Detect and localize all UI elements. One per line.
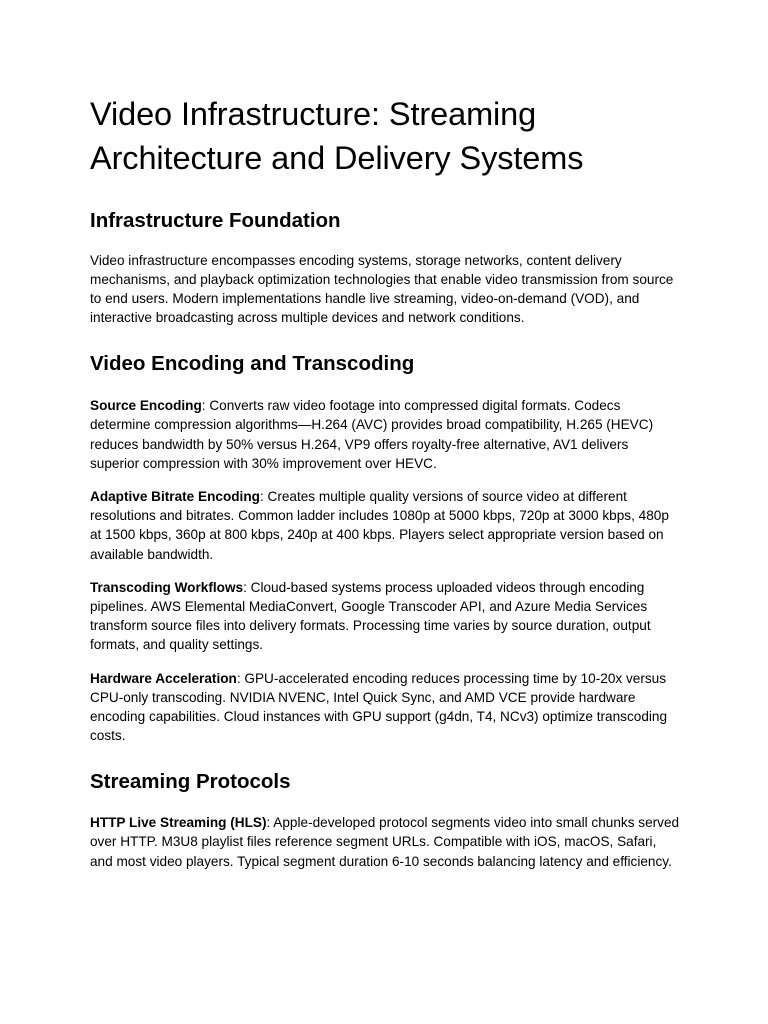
document-page xyxy=(90,92,680,871)
section-heading-streaming-protocols: Streaming Protocols xyxy=(90,770,291,794)
paragraph-source-encoding xyxy=(90,396,680,472)
term-hls: HTTP Live Streaming (HLS) xyxy=(90,815,267,831)
document-title: Video Infrastructure: Streaming Architecture and Delivery Systems xyxy=(90,96,584,176)
paragraph-adaptive-bitrate xyxy=(90,487,680,563)
term-source-encoding: Source Encoding xyxy=(90,398,202,414)
section-heading-infrastructure-foundation: Infrastructure Foundation xyxy=(90,209,341,232)
paragraph-transcoding-workflows xyxy=(90,578,680,654)
paragraph-text: : Cloud-based systems process uploaded videos through encoding pipelines. AWS Elemental MediaConvert, Google Transcoder API, and Azure Media Services transform source files into delivery formats. Processing time varies by source duration, output formats, and quality settings. xyxy=(90,580,651,653)
paragraph-text: : Converts raw video footage into compressed digital formats. Codecs determine compression algorithms—H.264 (AVC) provides broad compatibility, H.265 (HEVC) reduces bandwidth by 50% versus H.264, VP9 offers royalty-free alternative, AV1 delivers superior compression with 30% improvement over HEVC. xyxy=(90,398,654,471)
paragraph-infrastructure-intro xyxy=(90,251,680,327)
paragraph-text: : Creates multiple quality versions of source video at different resolutions and bitrates. Common ladder includes 1080p at 5000 kbps, 720p at 3000 kbps, 480p at 1500 kbps, 360p at 800 kbps, 240p at 400 kbps. Players select appropriate version based on available bandwidth. xyxy=(90,489,669,562)
section-heading-video-encoding: Video Encoding and Transcoding xyxy=(90,352,415,376)
term-transcoding-workflows: Transcoding Workflows xyxy=(90,580,244,596)
term-hardware-acceleration: Hardware Acceleration xyxy=(90,671,237,686)
paragraph-hardware-acceleration xyxy=(90,669,680,745)
paragraph-text: : Apple-developed protocol segments video into small chunks served over HTTP. M3U8 playlist files reference segment URLs. Compatible with iOS, macOS, Safari, and most video players. Typical segment duration 6-10 seconds balancing latency and efficiency. xyxy=(90,815,680,869)
term-adaptive-bitrate-encoding: Adaptive Bitrate Encoding xyxy=(90,489,260,505)
paragraph-hls xyxy=(90,813,680,870)
paragraph-text: : GPU-accelerated encoding reduces processing time by 10-20x versus CPU-only transcoding. NVIDIA NVENC, Intel Quick Sync, and AMD VCE provide hardware encoding capabilities. Cloud instances with GPU support (g4dn, T4, NCv3) optimize transcoding costs. xyxy=(90,671,668,744)
paragraph-text: Video infrastructure encompasses encoding systems, storage networks, content delivery mechanisms, and playback optimization technologies that enable video transmission from source to end users. Modern implementations handle live streaming, video-on-demand (VOD), and interactive broadcasting across multiple devices and network conditions. xyxy=(90,253,674,326)
